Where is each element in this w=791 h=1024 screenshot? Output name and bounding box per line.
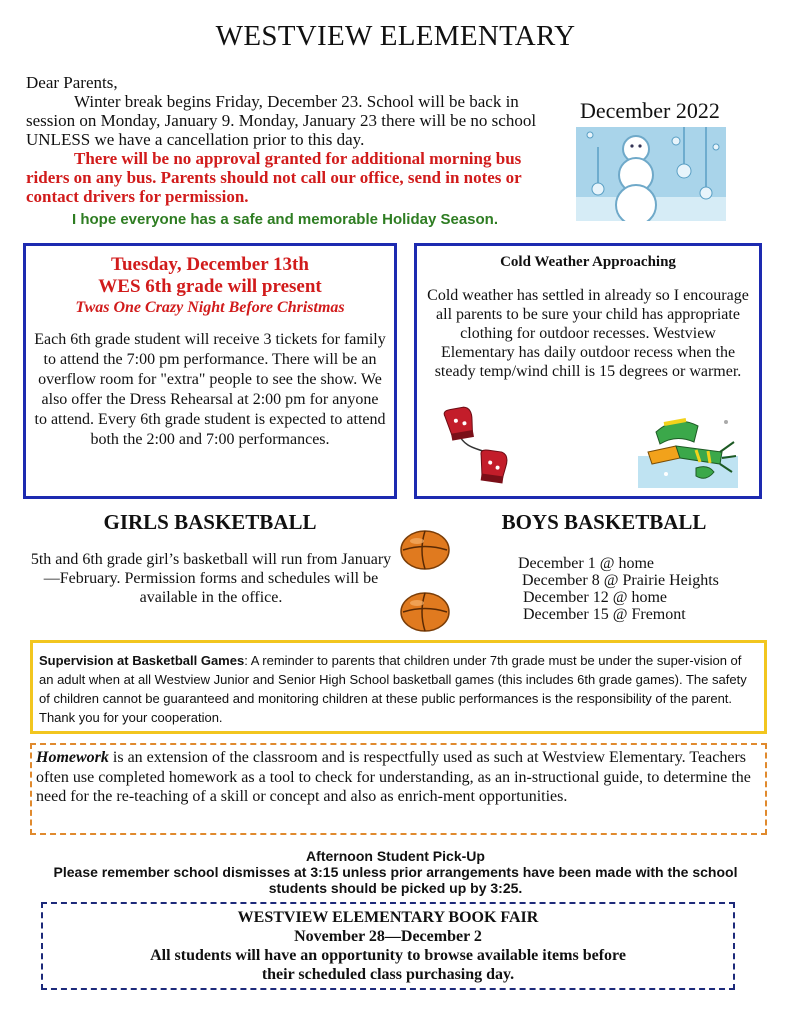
book-fair-box — [41, 902, 735, 990]
letter-holiday-wish: I hope everyone has a safe and memorable Holiday Season. — [72, 211, 498, 228]
pickup-text: Please remember school dismisses at 3:15 unless prior arrangements have been made with the school students should be picked up by 3:25. — [53, 864, 738, 896]
book-fair-line1: All students will have an opportunity to browse available items before — [150, 947, 626, 964]
book-fair-dates: November 28—December 2 — [294, 928, 482, 945]
month-label: December 2022 — [580, 98, 720, 123]
book-fair-line2: their scheduled class purchasing day. — [261, 966, 515, 983]
pickup-notice — [30, 848, 761, 896]
cold-weather-body: Cold weather has settled in already so I encourage all parents to be sure your child has appropriate clothing for outdoor recesses. Westview Elementary has daily outdoor recess when the steady temp/wind chill is 15 degrees or warmer. — [427, 287, 749, 380]
list-item: December 15 @ Fremont — [523, 606, 686, 623]
letter — [26, 73, 566, 229]
boys-basketball-schedule — [518, 555, 719, 623]
boys-basketball-heading: BOYS BASKETBALL — [501, 510, 707, 534]
winter-scarf-art — [636, 412, 742, 490]
supervision-text: : A reminder to parents that children under 7th grade must be under the super-vision of an adult when at all Westview Junior and Senior High School basketball games (this includes 6th grade games). The safety of children cannot be guaranteed and monitoring children at these public performances is the responsibility of the parent. Thank you for your cooperation. — [39, 653, 747, 725]
performance-headline: WES 6th grade will present — [98, 276, 322, 297]
performance-date: Tuesday, December 13th — [111, 254, 309, 275]
list-item: December 1 @ home — [518, 555, 655, 572]
list-item: December 8 @ Prairie Heights — [522, 572, 719, 589]
list-item: December 12 @ home — [523, 589, 668, 606]
performance-details: Each 6th grade student will receive 3 tickets for family to attend the 7:00 pm performance. There will be an overflow room for "extra" people to see the show. We also offer the Dress Rehearsal at 2:00 pm for anyone to attend. Every 6th grade student is expected to attend both the 2:00 and 7:00 performances. — [34, 331, 386, 448]
cold-weather-heading: Cold Weather Approaching — [500, 254, 676, 270]
homework-text: is an extension of the classroom and is respectfully used as such at Westview Elementary. Teachers often use completed homework as a tool to check for understanding, as an in-structional guide, to determine the need for the re-teaching of a skill or concept and also as enrich-ment opportunities. — [36, 749, 751, 805]
supervision-notice — [30, 640, 767, 734]
mittens-art — [428, 405, 520, 485]
homework-label: Homework — [36, 749, 109, 766]
snowman-art — [576, 127, 726, 221]
performance-box — [23, 243, 397, 499]
supervision-label: Supervision at Basketball Games — [39, 653, 245, 668]
performance-show-title: Twas One Crazy Night Before Christmas — [75, 299, 345, 316]
basketball-icon — [399, 529, 451, 571]
pickup-heading: Afternoon Student Pick-Up — [306, 848, 485, 864]
book-fair-heading: WESTVIEW ELEMENTARY BOOK FAIR — [237, 909, 539, 926]
letter-greeting: Dear Parents, — [26, 73, 118, 92]
letter-bus-notice: There will be no approval granted for additional morning bus riders on any bus. Parents should not call our office, send in notes or contact drivers for permission. — [26, 149, 522, 206]
letter-break-info: Winter break begins Friday, December 23. School will be back in session on Monday, January 9. Monday, January 23 there will be no school UNLESS we have a cancellation prior to this day. — [26, 92, 537, 149]
page-title: WESTVIEW ELEMENTARY — [215, 20, 576, 52]
homework-notice — [30, 743, 767, 835]
basketball-icon — [399, 591, 451, 633]
girls-basketball-info: 5th and 6th grade girl’s basketball will run from January—February. Permission forms and schedules will be available in the office. — [30, 551, 392, 606]
girls-basketball-heading: GIRLS BASKETBALL — [103, 510, 317, 534]
